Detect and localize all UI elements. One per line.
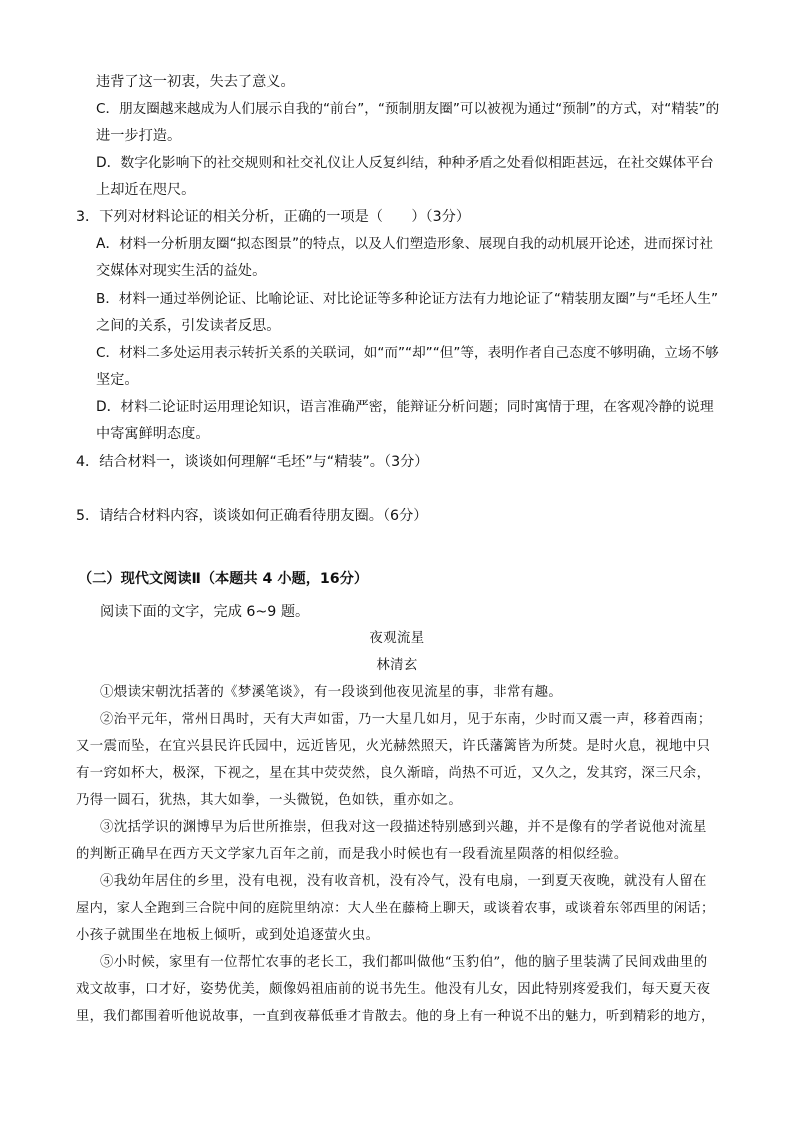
q3-option-c-line1: C．材料二多处运用表示转折关系的关联词，如“而”“却”“但”等，表明作者自己态度不够明确，立场不够 [96,345,719,361]
q3-option-b-line2: 之间的关系，引发读者反思。 [96,318,281,334]
q2-option-b-tail: 违背了这一初衷，失去了意义。 [96,74,295,90]
article-title: 夜观流星 [369,631,425,646]
q3-option-a-line2: 交媒体对现实生活的益处。 [96,263,267,279]
article-line: 里，我们都围着听他说故事，一直到夜幕低垂才肯散去。他的身上有一种说不出的魅力，听到精彩的地方， [76,1009,715,1024]
q3-option-d-line1: D．材料二论证时运用理论知识，语言准确严密，能辩证分析问题；同时寓情于理，在客观冷静的说理 [96,399,714,415]
article-line: 乃得一圆石，犹热，其大如拳，一头微锐，色如铁，重亦如之。 [76,793,463,808]
q2-option-c-line2: 进一步打造。 [96,128,182,144]
q4-stem: 4．结合材料一，谈谈如何理解“毛坯”与“精装”。（3分） [76,454,429,470]
q3-option-d-line2: 中寄寓鲜明态度。 [96,426,210,442]
q2-option-c-line1: C．朋友圈越来越成为人们展示自我的“前台”，“预制朋友圈”可以被视为通过“预制”的方式，对“精装”的 [96,101,720,117]
article-line: 有一窍如杯大，极深，下视之，星在其中荧荧然，良久渐暗，尚热不可近，又久之，发其窍，深三尺余， [76,766,711,781]
q3-option-c-line2: 坚定。 [96,372,139,388]
q5-stem: 5．请结合材料内容，谈谈如何正确看待朋友圈。（6分） [76,508,428,524]
article-line: ⑤小时候，家里有一位帮忙农事的老长工，我们都叫做他“玉豹伯”，他的脑子里装满了民间戏曲里的 [100,955,708,970]
q2-option-d-line2: 上却近在咫尺。 [96,182,196,198]
article-line: ③沈括学识的渊博早为后世所推崇，但我对这一段描述特别感到兴趣，并不是像有的学者说他对流星 [100,820,707,835]
article-line: 戏文故事，口才好，姿势优美，颇像妈祖庙前的说书先生。他没有儿女，因此特别疼爱我们，每天夏天夜 [76,982,711,997]
q3-option-b-line1: B．材料一通过举例论证、比喻论证、对比论证等多种论证方法有力地论证了“精装朋友圈”与“毛坯人生” [96,291,719,307]
article-line: ②治平元年，常州日禺时，天有大声如雷，乃一大星几如月，见于东南，少时而又震一声，移着西南； [100,712,712,727]
section-heading: （二）现代文阅读Ⅱ（本题共 4 小题，16分） [78,571,369,587]
article-line: 又一震而坠，在宜兴县民许氏园中，远近皆见，火光赫然照天，许氏藩篱皆为所焚。是时火息，视地中只 [76,739,711,754]
article-line: ④我幼年居住的乡里，没有电视，没有收音机，没有冷气，没有电扇，一到夏天夜晚，就没有人留在 [100,874,707,889]
q3-option-a-line1: A．材料一分析朋友圈“拟态图景”的特点，以及人们塑造形象、展现自我的动机展开论述，进而探讨社 [96,236,713,252]
article-line: ①煨读宋朝沈括著的《梦溪笔谈》，有一段谈到他夜见流星的事，非常有趣。 [100,685,563,700]
section-instruction: 阅读下面的文字，完成 6~9 题。 [100,604,310,620]
q2-option-d-line1: D．数字化影响下的社交规则和社交礼仪让人反复纠结，种种矛盾之处看似相距甚远，在社交媒体平台 [96,155,714,171]
article-line: 小孩子就围坐在地板上倾听，或到处追逐萤火虫。 [76,928,380,943]
article-line: 屋内，家人全跑到三合院中间的庭院里纳凉：大人坐在藤椅上聊天，或谈着农事，或谈着东邻西里的闲话； [76,901,715,916]
article-line: 的判断正确早在西方天文学家九百年之前，而是我小时候也有一段看流星陨落的相似经验。 [76,847,628,862]
article-author: 林清玄 [376,658,418,673]
q3-stem: 3．下列对材料论证的相关分析，正确的一项是（ ）（3分） [76,209,471,225]
